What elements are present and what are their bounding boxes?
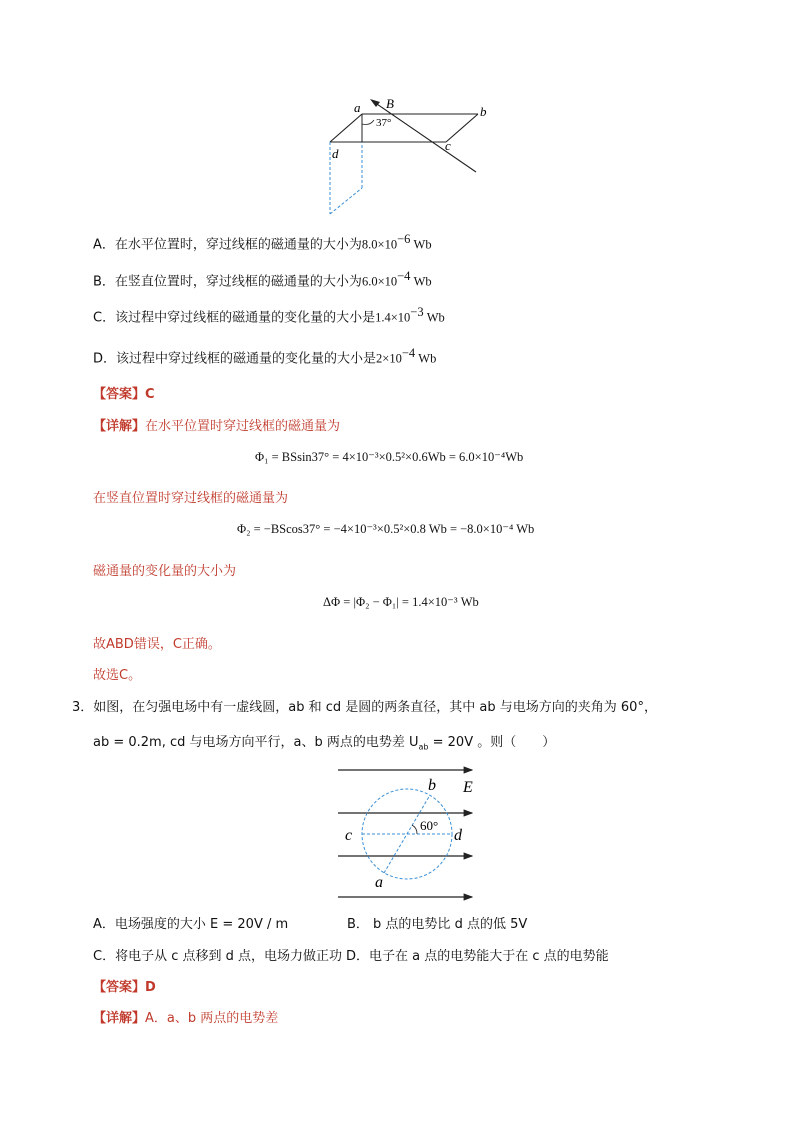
option-formula: 1.4×10 (375, 310, 411, 325)
answer-tag: 【答案】 (93, 387, 146, 402)
q2-option-a (93, 232, 432, 252)
q3-answer (93, 976, 156, 995)
q2-detail-1 (93, 415, 340, 434)
option-exp: −4 (397, 269, 411, 283)
frame-edge-bc (446, 114, 478, 142)
fig2-label-E: E (463, 779, 473, 796)
answer-value: D (145, 980, 156, 995)
answer-value: C (145, 387, 155, 402)
option-exp: −3 (410, 305, 424, 319)
option-text: 该过程中穿过线框的磁通量的变化量的大小是 (115, 310, 376, 326)
answer-tag: 【答案】 (93, 980, 146, 995)
detail-text: A．a、b 两点的电势差 (145, 1011, 279, 1026)
q3-option-c: C．将电子从 c 点移到 d 点，电场力做正功 (93, 949, 343, 964)
detail-tag: 【详解】 (93, 419, 146, 434)
q2-equation-2: Φ₂ = −BScos37° = −4×10⁻³×0.5²×0.8 Wb = −8.0×10⁻⁴ Wb (237, 522, 535, 536)
fig2-label-angle: 60° (420, 818, 439, 833)
q3-stem-end: = 20V 。则（ ） (428, 735, 556, 750)
q3-stem-sub: ab (418, 742, 429, 752)
option-letter: C． (93, 310, 116, 326)
q2-equation-1: Φ₁ = BSsin37° = 4×10⁻³×0.5²×0.6Wb = 6.0×10⁻⁴Wb (255, 450, 524, 464)
option-unit: Wb (415, 351, 437, 366)
fig2-label-c: c (345, 827, 353, 844)
q2-option-b (93, 269, 432, 289)
fig1-label-a: a (354, 100, 361, 115)
q2-equation-3: ΔΦ = |Φ₂ − Φ₁| = 1.4×10⁻³ Wb (323, 595, 479, 609)
option-unit: Wb (410, 274, 432, 289)
option-formula: 6.0×10 (361, 274, 398, 289)
option-formula: 2×10 (376, 351, 402, 366)
q3-stem-line1 (72, 696, 657, 715)
q3-detail-1 (93, 1007, 278, 1026)
fig1-label-B: B (386, 96, 394, 111)
fig1-label-d: d (332, 146, 339, 161)
q3-option-b: B． b 点的电势比 d 点的低 5V (347, 917, 528, 932)
q3-option-d: D．电子在 a 点的电势能大于在 c 点的电势能 (346, 949, 609, 964)
option-letter: B． (93, 274, 115, 290)
option-formula: 8.0×10 (361, 237, 398, 252)
angle-arc-60 (412, 825, 417, 834)
option-text: 该过程中穿过线框的磁通量的变化量的大小是 (116, 351, 377, 367)
q2-detail-2: 在竖直位置时穿过线框的磁通量为 (93, 491, 289, 506)
q2-detail-3: 磁通量的变化量的大小为 (93, 564, 237, 579)
q3-stem-text2: ab = 0.2m, cd 与电场方向平行，a、b 两点的电势差 U (93, 735, 419, 750)
frame-edge-da (330, 114, 362, 142)
figure-electric-field (332, 760, 492, 905)
option-exp: −4 (401, 346, 416, 360)
q2-conclusion-2: 故选C。 (93, 668, 142, 683)
dashed-edge-2 (330, 188, 362, 214)
option-letter: D． (93, 351, 117, 367)
angle-arc (362, 120, 374, 125)
q3-number: 3． (72, 700, 94, 715)
q2-option-d (93, 346, 436, 366)
option-letter: A． (93, 237, 115, 253)
fig1-label-angle: 37° (376, 117, 392, 129)
option-exp: −6 (397, 232, 411, 246)
fig2-label-a: a (375, 874, 383, 891)
field-line-B (374, 102, 476, 172)
q3-stem-text: 如图，在匀强电场中有一虚线圆，ab 和 cd 是圆的两条直径，其中 ab 与电场方向的夹角为 60°， (93, 700, 657, 715)
q3-stem-line2 (93, 731, 555, 752)
option-text: 在水平位置时，穿过线框的磁通量的大小为 (114, 237, 362, 253)
option-unit: Wb (423, 310, 445, 325)
q2-answer (93, 383, 155, 402)
q2-conclusion-1: 故ABD错误，C正确。 (93, 637, 221, 652)
detail-tag: 【详解】 (93, 1011, 146, 1026)
option-text: 在竖直位置时，穿过线框的磁通量的大小为 (114, 274, 362, 290)
fig2-label-d: d (454, 827, 462, 844)
figure-frame-rotation (318, 92, 498, 222)
option-unit: Wb (410, 237, 432, 252)
fig2-label-b: b (428, 777, 436, 794)
field-arrowhead (370, 99, 380, 107)
q3-option-a: A．电场强度的大小 E = 20V / m (93, 917, 289, 932)
fig1-label-b: b (480, 104, 487, 119)
detail-text: 在水平位置时穿过线框的磁通量为 (145, 419, 341, 434)
q2-option-c (93, 305, 445, 325)
fig1-label-c: c (445, 138, 451, 153)
